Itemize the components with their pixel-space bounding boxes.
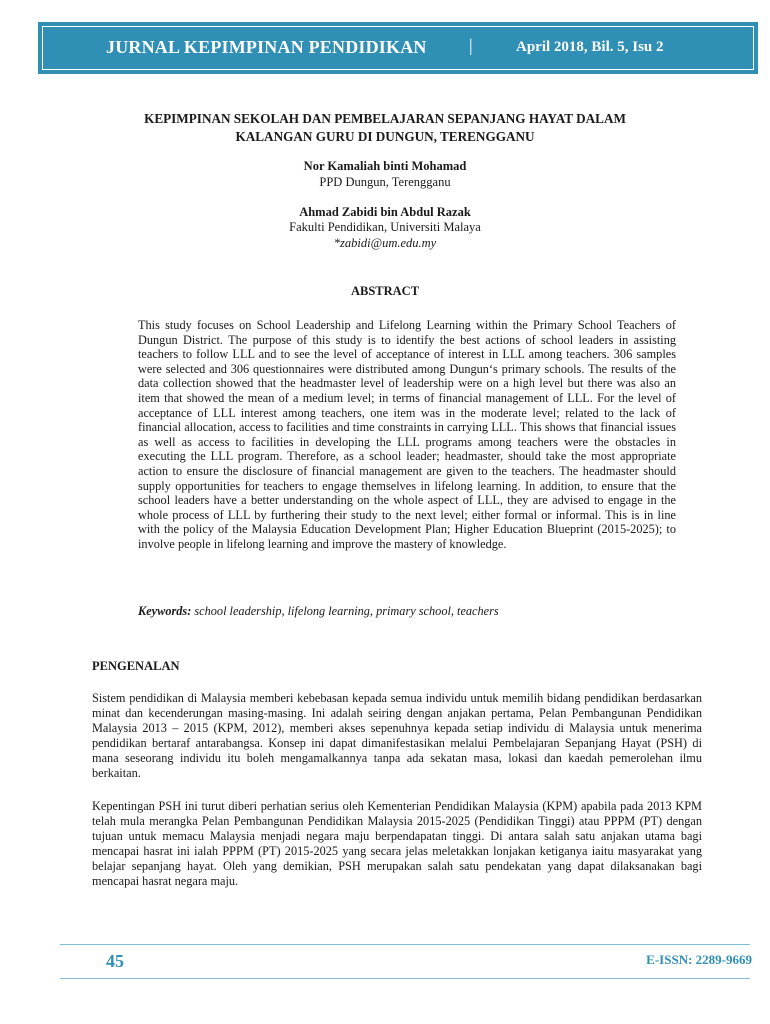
- intro-paragraph-1: Sistem pendidikan di Malaysia memberi kebebasan kepada semua individu untuk memilih bidang pendidikan berdasarkan minat dan kecenderungan masing-masing. Ini adalah seiring dengan anjakan pertama, Pelan Pembangunan Pendidikan Malaysia 2013 – 2015 (KPM, 2012), memberi akses sepenuhnya kepada setiap individu di Malaysia untuk menerima pendidikan bertaraf antarabangsa. Konsep ini dapat dimanifestasikan melalui Pembelajaran Sepanjang Hayat (PSH) di mana seseorang individu itu boleh mengamalkannya tanpa ada sekatan masa, lokasi dan kaedah pemerolehan ilmu berkaitan.: [92, 691, 702, 780]
- footer-rule-bottom: [60, 978, 750, 979]
- keywords-line: [138, 604, 676, 619]
- footer-rule-top: [60, 944, 750, 945]
- author-2-affiliation: Fakulti Pendidikan, Universiti Malaya: [289, 220, 481, 234]
- keywords-label: Keywords:: [138, 604, 192, 618]
- author-1-affiliation: PPD Dungun, Terengganu: [319, 175, 451, 189]
- author-2-email: *zabidi@um.edu.my: [333, 236, 437, 250]
- article-title-line-1: KEPIMPINAN SEKOLAH DAN PEMBELAJARAN SEPANJANG HAYAT DALAM: [144, 111, 626, 126]
- abstract-heading: ABSTRACT: [350, 284, 420, 298]
- journal-name: JURNAL KEPIMPINAN PENDIDIKAN: [106, 37, 427, 57]
- article-title: [0, 110, 770, 146]
- author-1-name: Nor Kamaliah binti Mohamad: [303, 159, 467, 173]
- issue-info: April 2018, Bil. 5, Isu 2: [516, 39, 664, 55]
- header-separator: |: [469, 35, 473, 55]
- keywords-list: school leadership, lifelong learning, primary school, teachers: [194, 604, 499, 618]
- section-heading-pengenalan: PENGENALAN: [92, 659, 180, 673]
- eissn: E-ISSN: 2289-9669: [646, 952, 752, 967]
- journal-header-band: [38, 22, 758, 74]
- article-title-line-2: KALANGAN GURU DI DUNGUN, TERENGGANU: [235, 129, 535, 144]
- page-number: 45: [106, 951, 124, 971]
- author-2-name: Ahmad Zabidi bin Abdul Razak: [299, 205, 471, 219]
- intro-paragraph-2: Kepentingan PSH ini turut diberi perhatian serius oleh Kementerian Pendidikan Malaysia (KPM) apabila pada 2013 KPM telah mula merangka Pelan Pembangunan Pendidikan Malaysia 2015-2025 (Pendidikan Tinggi) atau PPPM (PT) dengan tujuan untuk memacu Malaysia menjadi negara maju berpendapatan tinggi. Di antara salah satu anjakan utama bagi mencapai hasrat ini ialah PPPM (PT) 2015-2025 yang secara jelas meletakkan lonjakan ketiganya iaitu masyarakat yang belajar sepanjang hayat. Oleh yang demikian, PSH merupakan salah satu pendekatan yang dapat dilaksanakan bagi mencapai hasrat negara maju.: [92, 799, 702, 888]
- abstract-body: This study focuses on School Leadership and Lifelong Learning within the Primary School Teachers of Dungun District. The purpose of this study is to identify the best actions of school leaders in assisting teachers to follow LLL and to see the level of acceptance of interest in LLL among teachers. 306 samples were selected and 306 questionnaires were distributed among Dungun‘s primary schools. The results of the data collection showed that the headmaster level of leadership were on a high level but there was also an item that showed the mean of a medium level; in terms of financial management of LLL. For the level of acceptance of LLL interest among teachers, one item was in the moderate level; related to the lack of financial allocation, access to facilities and time constraints in carrying LLL. This shows that financial issues as well as access to facilities in developing the LLL programs among teachers were the obstacles in executing the LLL program. Therefore, as a school leader; headmaster, should take the most appropriate action to ensure the disclosure of financial management are given to the teachers. The headmaster should supply opportunities for teachers to engage themselves in lifelong learning. In addition, to ensure that the school leaders have a better understanding on the whole aspect of LLL, they are advised to engage in the whole process of LLL by furthering their study to the next level; either formal or informal. This is in line with the policy of the Malaysia Education Development Plan; Higher Education Blueprint (2015-2025); to involve people in lifelong learning and improve the mastery of knowledge.: [138, 318, 676, 551]
